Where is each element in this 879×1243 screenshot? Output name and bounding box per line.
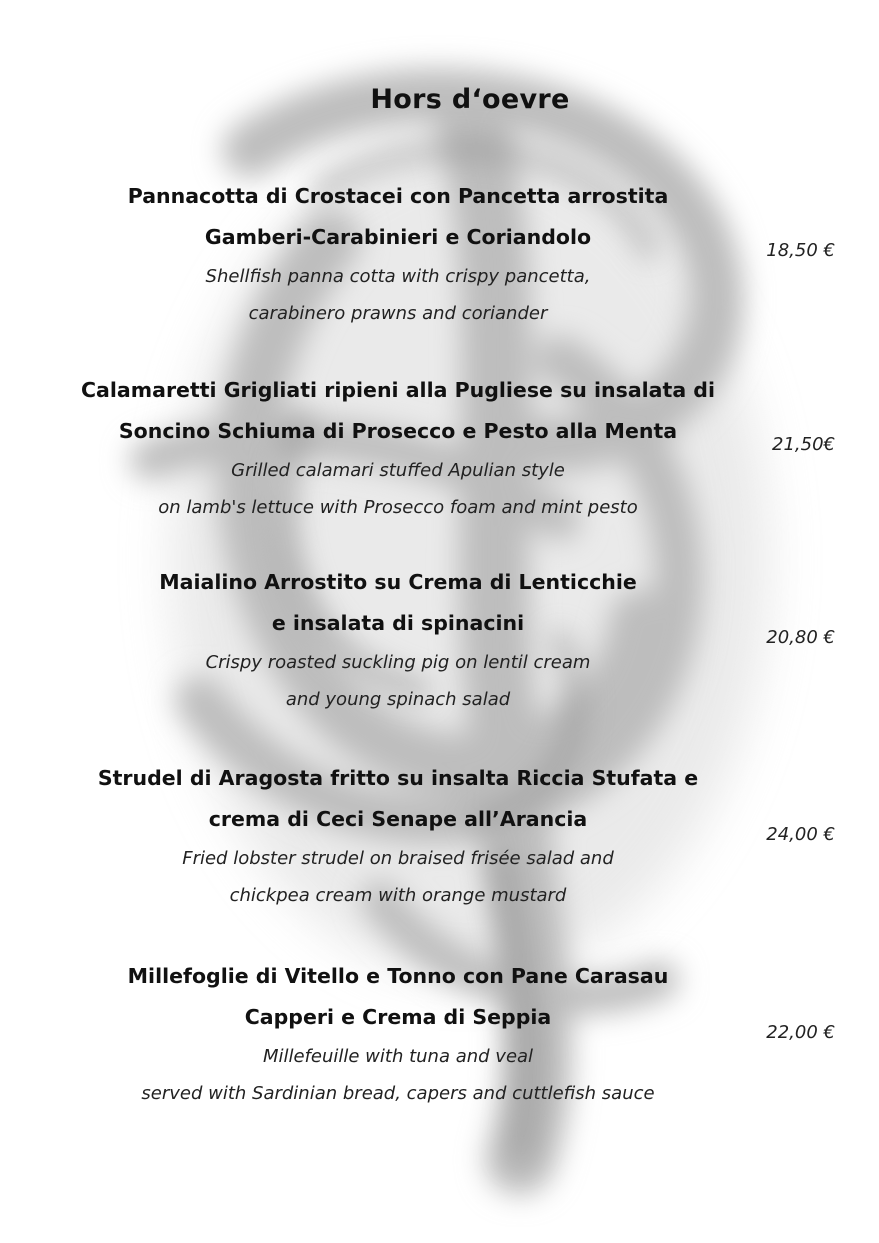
dish-english-line: Millefeuille with tuna and veal	[262, 1046, 534, 1067]
dish-italian-line: Gamberi-Carabinieri e Coriandolo	[204, 225, 592, 249]
dish-item	[0, 562, 796, 718]
dish-english-line: Fried lobster strudel on braised frisée salad and	[182, 848, 614, 869]
dish-price: 20,80 €	[766, 627, 835, 648]
dish-italian-line: e insalata di spinacini	[271, 611, 525, 635]
dish-price: 21,50€	[772, 434, 835, 455]
dish-italian-line: Pannacotta di Crostacei con Pancetta arrostita	[127, 184, 669, 208]
dish-italian-line: Strudel di Aragosta fritto su insalta Riccia Stufata e	[97, 766, 699, 790]
dish-italian-line: Millefoglie di Vitello e Tonno con Pane Carasau	[127, 964, 669, 988]
dish-english-line: served with Sardinian bread, capers and cuttlefish sauce	[141, 1083, 655, 1104]
dish-item	[0, 370, 796, 526]
dish-item	[0, 758, 796, 914]
dish-english-line: chickpea cream with orange mustard	[229, 885, 567, 906]
menu-title: Hors d‘oevre	[370, 84, 570, 115]
dish-italian-line: Soncino Schiuma di Prosecco e Pesto alla Menta	[118, 419, 678, 443]
dish-italian-line: Maialino Arrostito su Crema di Lenticchie	[159, 570, 637, 594]
dish-item	[0, 176, 796, 332]
dish-italian-line: crema di Ceci Senape all’Arancia	[208, 807, 588, 831]
dish-english-line: on lamb's lettuce with Prosecco foam and mint pesto	[158, 497, 638, 518]
dish-price: 24,00 €	[766, 824, 835, 845]
dish-english-line: Crispy roasted suckling pig on lentil cream	[205, 652, 591, 673]
dish-item	[0, 956, 796, 1112]
dish-english-line: carabinero prawns and coriander	[248, 303, 548, 324]
dish-italian-line: Calamaretti Grigliati ripieni alla Pugliese su insalata di	[81, 378, 715, 402]
dish-italian-line: Capperi e Crema di Seppia	[244, 1005, 552, 1029]
dish-english-line: Grilled calamari stuffed Apulian style	[231, 460, 565, 481]
dish-price: 22,00 €	[766, 1022, 835, 1043]
dish-price: 18,50 €	[766, 240, 835, 261]
dish-english-line: Shellfish panna cotta with crispy pancetta,	[205, 266, 591, 287]
dish-english-line: and young spinach salad	[285, 689, 511, 710]
